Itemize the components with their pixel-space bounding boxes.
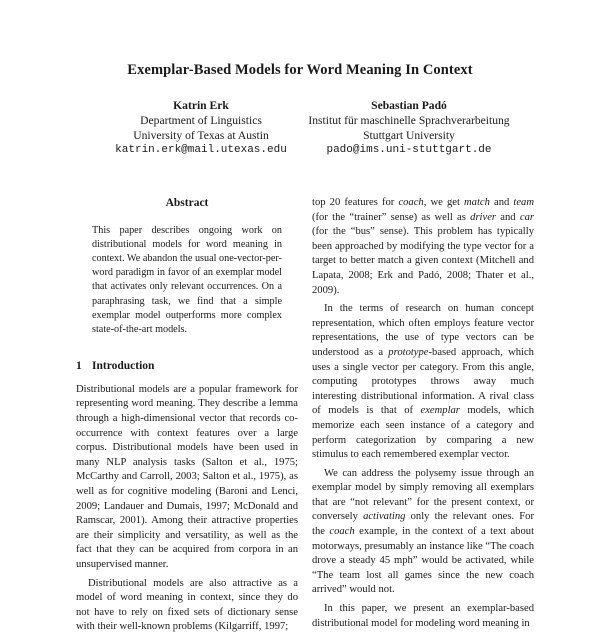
text-run: , we get — [423, 197, 464, 208]
text-run: In the terms of research on human concept representation, which often employs feature vector representations, the use of type vectors can be understood as a — [312, 303, 534, 358]
text-run: We can address the polysemy issue through an exemplar model by simply removing all exemplars that are “not relevant” for the present context, or conversely — [312, 467, 534, 523]
text-run: models, which memorize each seen instance of a category and perform categorization by comparing a new stimulus to each remembered exemplar vector. — [312, 405, 534, 461]
italic-term: exemplar — [420, 405, 460, 417]
right-paragraph-3 — [312, 467, 534, 598]
paper-title: Exemplar-Based Models for Word Meaning In Context — [127, 62, 473, 78]
text-run: only the relevant ones. For the — [312, 511, 534, 538]
author-email: pado@ims.uni-stuttgart.de — [326, 144, 492, 156]
text-run: example, in the context of a text about motorways, presumably an instance like “The coach drove a steady 45 mph” would be activated, while “The team lost all games since the new coach arrived” would not. — [312, 526, 535, 596]
section-heading-introduction — [76, 359, 298, 374]
italic-term: coach — [329, 526, 355, 538]
author-department: Department of Linguistics — [140, 114, 262, 127]
author-department: Institut für maschinelle Sprachverarbeitung — [308, 114, 510, 127]
italic-term: car — [519, 211, 534, 223]
text-run: and — [489, 197, 514, 208]
author-university: Stuttgart University — [363, 129, 455, 142]
author-block-erk — [96, 98, 306, 158]
text-run: (for the “trainer” sense) as well as — [312, 211, 471, 223]
right-paragraph-1 — [312, 196, 534, 298]
right-paragraph-4: In this paper, we present an exemplar-based distributional model for modeling word meaning in — [312, 603, 534, 629]
right-column — [312, 196, 534, 631]
right-paragraph-2 — [312, 302, 534, 463]
text-run: (for the “bus” sense). This problem has typically been approached by modifying the type vector for a target to better match a given context (Mitchell and Lapata, 2008; Erk and Padó, 2008; Thater et al., 2009). — [312, 226, 534, 296]
intro-paragraph-2: Distributional models are also attractive as a model of word meaning in context, since they do not have to rely on fixed sets of dictionary sense with their well-known problems (Kilgarriff, 1997; — [76, 577, 298, 633]
text-run: and — [496, 211, 520, 223]
section-number: 1 — [76, 360, 82, 373]
intro-paragraph-1: Distributional models are a popular framework for representing word meaning. They describe a lemma through a high-dimensional vector that records co-occurrence with context features over a large corpus. Distributional models have been used in many NLP analysis tasks (Salton et al., 1975; McCarthy and Carroll, 2003; Salton et al., 1975), as well as for cognitive modeling (Baroni and Lenci, 2009; Landauer and Dumais, 1997; McDonald and Ramscar, 2001). Among their attractive properties are their simplicity and versatility, as well as the fact that they can be acquired from corpora in an unsupervised manner. — [76, 383, 298, 570]
italic-term: driver — [470, 211, 497, 223]
italic-term: team — [513, 197, 534, 208]
left-column — [76, 196, 298, 635]
author-name: Sebastian Padó — [371, 99, 447, 112]
text-run: top 20 features for — [312, 197, 399, 208]
italic-term: prototype — [388, 346, 429, 358]
author-block-pado — [296, 98, 522, 158]
abstract-heading: Abstract — [165, 197, 209, 209]
italic-term: match — [464, 197, 490, 208]
abstract-text: This paper describes ongoing work on distributional models for word meaning in context. We abandon the usual one-vector-per-word paradigm in favor of an exemplar model that activates only relevant occurrences. On a paraphrasing task, we find that a simple exemplar model outperforms more complex state-of-the-art models. — [92, 224, 282, 336]
text-run: -based approach, which uses a single vector per category. From this angle, computing prototypes throws away much interesting distributional information. A rival class of models is that of — [312, 346, 534, 417]
italic-term: coach — [398, 197, 424, 208]
author-university: University of Texas at Austin — [133, 129, 269, 142]
author-email: katrin.erk@mail.utexas.edu — [115, 144, 287, 156]
section-title: Introduction — [92, 360, 155, 373]
author-name: Katrin Erk — [173, 99, 229, 112]
italic-term: activating — [363, 511, 406, 523]
